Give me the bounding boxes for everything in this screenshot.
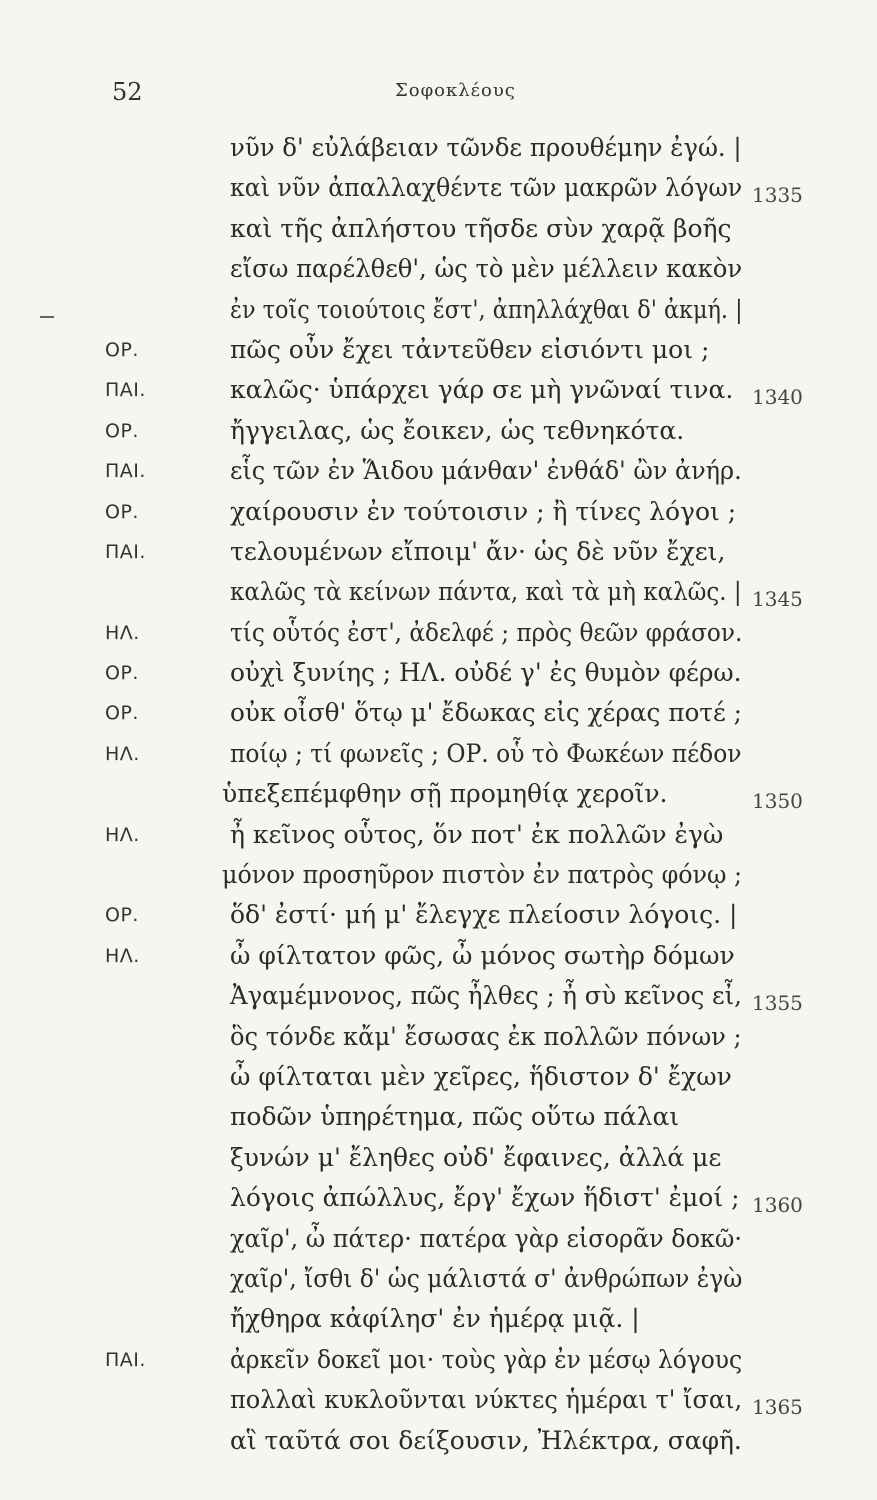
- verse-line: [0, 295, 877, 335]
- verse-text: ὦ φίλταται μὲν χεῖρες, ἥδιστον δ' ἔχων: [230, 1061, 732, 1091]
- verse-text: πῶς οὖν ἔχει τἀντεῦθεν εἰσιόντι μοι ;: [230, 334, 710, 364]
- verse-text: ὑπεξεπέμφθην σῇ προμηθίᾳ χεροῖν.: [222, 779, 668, 809]
- verse-line: [0, 416, 877, 456]
- verse-line: [0, 698, 877, 738]
- verse-text: ποίῳ ; τί φωνεῖς ; ΟΡ. οὗ τὸ Φωκέων πέδον: [230, 738, 742, 768]
- verse-line: [0, 658, 877, 698]
- verse-line: [0, 618, 877, 658]
- speaker-label: ΟΡ.: [105, 500, 139, 523]
- verse-text: ἐν τοῖς τοιούτοις ἔστ', ἀπηλλάχθαι δ' ἀκμή. |: [230, 294, 743, 324]
- verse-line: [0, 900, 877, 940]
- verse-text: τελουμένων εἴποιμ' ἄν· ὡς δὲ νῦν ἔχει,: [230, 536, 726, 566]
- verse-line: [0, 981, 877, 1021]
- speaker-label: ΗΛ.: [105, 742, 140, 765]
- verse-text: καὶ τῆς ἀπλήστου τῆσδε σὺν χαρᾷ βοῆς: [230, 213, 732, 243]
- speaker-label: ΗΛ.: [105, 621, 140, 644]
- speaker-label: ΟΡ.: [105, 904, 139, 927]
- verse-text: λόγοις ἀπώλλυς, ἔργ' ἔχων ἥδιστ' ἐμοί ;: [230, 1183, 740, 1213]
- verse-text: χαίρουσιν ἐν τούτοισιν ; ἢ τίνες λόγοι ;: [230, 496, 737, 526]
- verse-text: ἤγγειλας, ὡς ἔοικεν, ὡς τεθνηκότα.: [230, 415, 685, 445]
- line-number: 1355: [752, 991, 803, 1016]
- verse-line: [0, 577, 877, 617]
- verse-line: [0, 1385, 877, 1425]
- verse-text: οὐκ οἶσθ' ὅτῳ μ' ἔδωκας εἰς χέρας ποτέ ;: [230, 698, 742, 728]
- speaker-label: ΠΑΙ.: [105, 460, 146, 483]
- verse-line: [0, 820, 877, 860]
- verse-text: εἴσω παρέλθεθ', ὡς τὸ μὲν μέλλειν κακὸν: [230, 254, 743, 284]
- verse-line: [0, 739, 877, 779]
- verse-text: πολλαὶ κυκλοῦνται νύκτες ἡμέραι τ' ἴσαι,: [230, 1385, 743, 1415]
- verse-line: [0, 456, 877, 496]
- line-number: 1360: [752, 1193, 803, 1218]
- verse-line: [0, 497, 877, 537]
- verse-line: [0, 1304, 877, 1344]
- verse-text: Ἀγαμέμνονος, πῶς ἦλθες ; ἦ σὺ κεῖνος εἶ,: [230, 981, 742, 1011]
- verse-line: [0, 1264, 877, 1304]
- verse-line: [0, 254, 877, 294]
- verse-text: οὐχὶ ξυνίης ; ΗΛ. οὐδέ γ' ἐς θυμὸν φέρω.: [230, 658, 742, 688]
- verse-text: αἳ ταῦτά σοι δείξουσιν, Ἠλέκτρα, σαφῆ.: [230, 1425, 742, 1455]
- speaker-label: ΠΑΙ.: [105, 540, 146, 563]
- verse-line: [0, 1426, 877, 1466]
- verse-line: [0, 1183, 877, 1223]
- verse-line: [0, 941, 877, 981]
- verse-line: [0, 173, 877, 213]
- speaker-label: ΗΛ.: [105, 823, 140, 846]
- verse-line: [0, 133, 877, 173]
- verse-line: [0, 335, 877, 375]
- verse-line: [0, 537, 877, 577]
- verse-text: μόνον προσηῦρον πιστὸν ἐν πατρὸς φόνῳ ;: [222, 860, 743, 890]
- line-number: 1335: [752, 183, 803, 208]
- verse-line: [0, 1102, 877, 1142]
- speaker-label: ΠΑΙ.: [105, 1348, 146, 1371]
- verse-text: εἷς τῶν ἐν Ἅιδου μάνθαν' ἐνθάδ' ὢν ἀνήρ.: [230, 456, 742, 486]
- speaker-label: ΟΡ.: [105, 338, 139, 361]
- verse-line: [0, 1022, 877, 1062]
- verse-text: καλῶς τὰ κείνων πάντα, καὶ τὰ μὴ καλῶς. |: [230, 577, 742, 607]
- speaker-label: ΟΡ.: [105, 419, 139, 442]
- line-number: 1340: [752, 385, 803, 410]
- speaker-label: ΠΑΙ.: [105, 379, 146, 402]
- verse-text: ὅδ' ἐστί· μή μ' ἔλεγχε πλείοσιν λόγοις. |: [230, 900, 738, 930]
- line-number: 1350: [752, 789, 803, 814]
- verse-line: [0, 214, 877, 254]
- running-head: Σοφοκλέους: [395, 80, 516, 101]
- verse-text: ποδῶν ὑπηρέτημα, πῶς οὕτω πάλαι: [230, 1102, 680, 1132]
- verse-text: χαῖρ', ὦ πάτερ· πατέρα γὰρ εἰσορᾶν δοκῶ·: [230, 1223, 742, 1253]
- verse-text: ὃς τόνδε κἄμ' ἔσωσας ἐκ πολλῶν πόνων ;: [230, 1021, 742, 1051]
- verse-line: [0, 1143, 877, 1183]
- verse-line: [0, 860, 877, 900]
- verse-line: [0, 779, 877, 819]
- verse-text: καὶ νῦν ἀπαλλαχθέντε τῶν μακρῶν λόγων: [230, 173, 743, 203]
- verse-text: νῦν δ' εὐλάβειαν τῶνδε προυθέμην ἐγώ. |: [230, 133, 742, 162]
- verse-line: [0, 1345, 877, 1385]
- speaker-label: ΟΡ.: [105, 702, 139, 725]
- verse-text: ὦ φίλτατον φῶς, ὦ μόνος σωτὴρ δόμων: [230, 940, 735, 970]
- verse-line: [0, 375, 877, 415]
- speaker-label: ΗΛ.: [105, 944, 140, 967]
- verse-line: [0, 1062, 877, 1102]
- line-number: 1365: [752, 1395, 803, 1420]
- verse-text: χαῖρ', ἴσθι δ' ὡς μάλιστά σ' ἀνθρώπων ἐγὼ: [230, 1263, 743, 1293]
- verse-text: καλῶς· ὑπάρχει γάρ σε μὴ γνῶναί τινα.: [230, 375, 734, 405]
- verse-text: ξυνών μ' ἔληθες οὐδ' ἔφαινες, ἀλλά με: [230, 1142, 722, 1172]
- line-number: 1345: [752, 587, 803, 612]
- verse-text: ἦ κεῖνος οὗτος, ὅν ποτ' ἐκ πολλῶν ἐγὼ: [230, 819, 724, 849]
- speaker-label: ΟΡ.: [105, 662, 139, 685]
- page-number: 52: [112, 78, 143, 106]
- verse-lines: [0, 133, 877, 1466]
- verse-text: ἤχθηρα κἀφίλησ' ἐν ἡμέρᾳ μιᾷ. |: [230, 1304, 640, 1334]
- verse-line: [0, 1224, 877, 1264]
- verse-text: ἀρκεῖν δοκεῖ μοι· τοὺς γὰρ ἐν μέσῳ λόγους: [230, 1344, 743, 1374]
- verse-text: τίς οὗτός ἐστ', ἀδελφέ ; πρὸς θεῶν φράσον.: [230, 617, 743, 647]
